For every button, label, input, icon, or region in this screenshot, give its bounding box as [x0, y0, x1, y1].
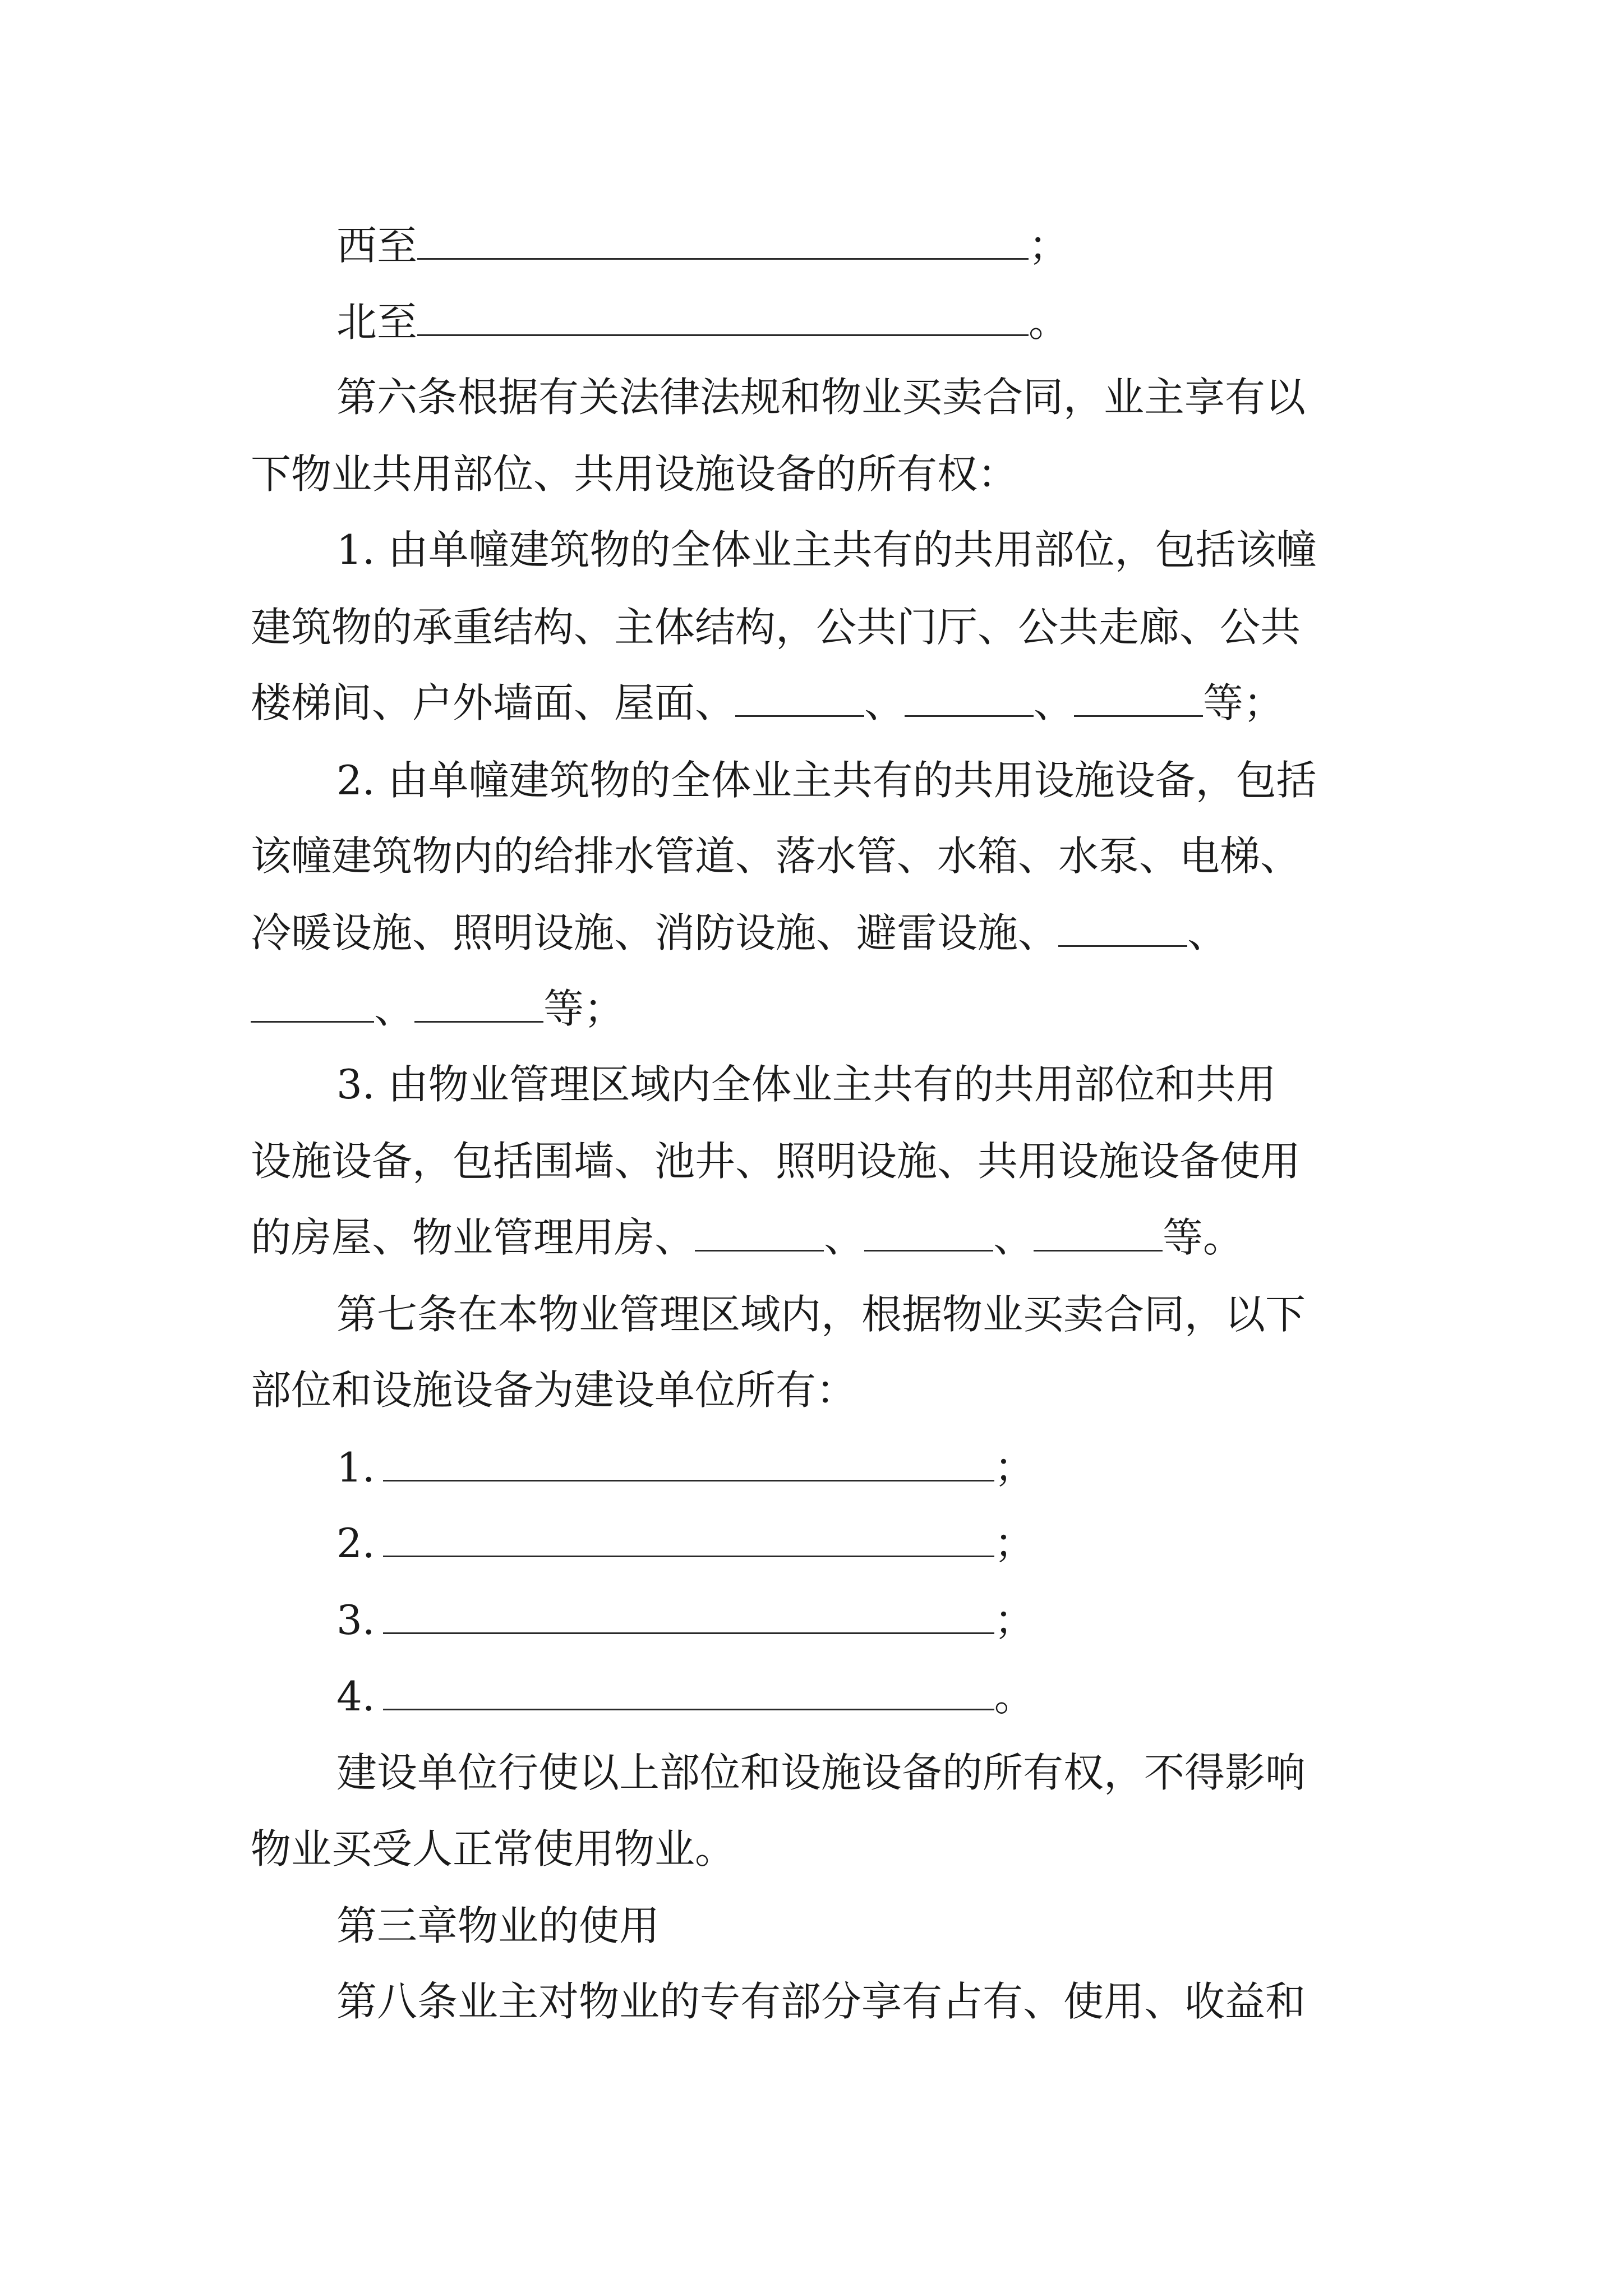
- item1-blank-3[interactable]: [1074, 682, 1203, 717]
- item2-line2: 该幢建筑物内的给排水管道、落水管、水箱、水泵、电梯、: [251, 832, 1301, 880]
- builder-rights-line2: 物业买受人正常使用物业。: [251, 1825, 736, 1872]
- owned-item-1-end: ；: [994, 1444, 1035, 1491]
- owned-item-4: [336, 1669, 1035, 1723]
- owned-item-4-blank[interactable]: [383, 1675, 994, 1710]
- chapter3-heading: 第三章物业的使用: [336, 1902, 660, 1949]
- item2-sep-1: 、: [1187, 909, 1228, 956]
- owned-item-2-end: ；: [994, 1520, 1035, 1567]
- west-boundary-line: [336, 219, 1069, 273]
- owned-item-3: [336, 1593, 1035, 1647]
- owned-item-2-num: 2.: [336, 1520, 375, 1567]
- owned-item-1-num: 1.: [336, 1444, 375, 1491]
- item3-blank-2[interactable]: [864, 1216, 993, 1251]
- owned-item-1-blank[interactable]: [383, 1446, 994, 1481]
- article8-line1: 第八条业主对物业的专有部分享有占有、使用、收益和: [336, 1978, 1306, 2025]
- item2-blank-2[interactable]: [251, 987, 374, 1023]
- article6-line2: 下物业共用部位、共用设施设备的所有权：: [251, 450, 1018, 498]
- item2-line1: 2. 由单幢建筑物的全体业主共有的共用设施设备，包括: [336, 757, 1317, 804]
- owned-item-4-num: 4.: [336, 1673, 375, 1720]
- item1-blank-1[interactable]: [735, 682, 864, 717]
- north-label: 北至: [336, 298, 418, 346]
- owned-item-3-end: ；: [994, 1596, 1035, 1644]
- item1-line1: 1. 由单幢建筑物的全体业主共有的共用部位，包括该幢: [336, 526, 1317, 573]
- owned-item-2: [336, 1516, 1035, 1570]
- item2-line3-text: 冷暖设施、照明设施、消防设施、避雷设施、: [251, 909, 1059, 956]
- owned-item-1: [336, 1441, 1035, 1494]
- west-blank[interactable]: [417, 224, 1029, 260]
- item2-blank-1[interactable]: [1058, 912, 1187, 947]
- item1-blank-2[interactable]: [905, 682, 1034, 717]
- item3-sep-2: 、: [993, 1214, 1034, 1261]
- item3-line3-text: 的房屋、物业管理用房、: [251, 1214, 695, 1261]
- item1-end: 等；: [1203, 679, 1284, 726]
- item1-line3: [251, 676, 1284, 730]
- owned-item-4-end: 。: [994, 1673, 1035, 1720]
- item2-sep-2: 、: [374, 985, 415, 1032]
- north-end: 。: [1029, 298, 1069, 346]
- item1-sep-1: 、: [864, 679, 905, 726]
- item1-line2: 建筑物的承重结构、主体结构，公共门厅、公共走廊、公共: [251, 604, 1301, 651]
- item3-line2: 设施设备，包括围墙、池井、照明设施、共用设施设备使用: [251, 1138, 1301, 1185]
- item3-blank-3[interactable]: [1034, 1216, 1163, 1251]
- west-end: ；: [1029, 222, 1069, 269]
- west-label: 西至: [336, 222, 418, 269]
- item2-line4: [251, 982, 624, 1036]
- item3-line3: [251, 1211, 1243, 1264]
- builder-rights-line1: 建设单位行使以上部位和设施设备的所有权，不得影响: [336, 1749, 1306, 1796]
- north-blank[interactable]: [417, 301, 1029, 336]
- item2-blank-3[interactable]: [414, 987, 543, 1023]
- item1-line3-text: 楼梯间、户外墙面、屋面、: [251, 679, 736, 726]
- owned-item-2-blank[interactable]: [383, 1522, 994, 1557]
- article7-line2: 部位和设施设备为建设单位所有：: [251, 1366, 857, 1414]
- item3-sep-1: 、: [824, 1214, 865, 1261]
- north-boundary-line: [336, 295, 1069, 349]
- owned-item-3-blank[interactable]: [383, 1599, 994, 1634]
- item2-line3: [251, 906, 1228, 960]
- item3-blank-1[interactable]: [695, 1216, 824, 1251]
- owned-item-3-num: 3.: [336, 1596, 375, 1644]
- article7-line1: 第七条在本物业管理区域内，根据物业买卖合同，以下: [336, 1291, 1306, 1338]
- item3-line1: 3. 由物业管理区域内全体业主共有的共用部位和共用: [336, 1061, 1276, 1108]
- item3-end: 等。: [1163, 1214, 1244, 1261]
- item1-sep-2: 、: [1034, 679, 1075, 726]
- item2-end: 等；: [543, 985, 625, 1032]
- article6-line1: 第六条根据有关法律法规和物业买卖合同，业主享有以: [336, 374, 1306, 421]
